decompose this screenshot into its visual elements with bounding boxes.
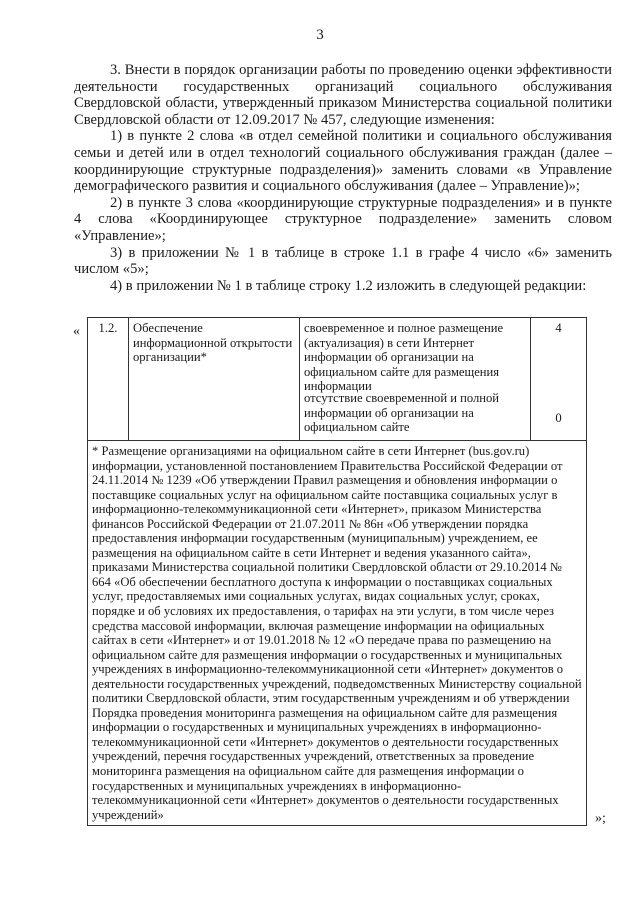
criteria-cell bbox=[300, 318, 531, 441]
indicator-cell: Обеспечение информационной открытости организации* bbox=[129, 318, 300, 441]
table-row bbox=[88, 441, 587, 826]
criterion-score: 4 bbox=[555, 321, 562, 335]
score-cell bbox=[531, 318, 587, 441]
criterion-text: своевременное и полное размещение (актуализация) в сети Интернет информации об организации на официальном сайте для размещения информации bbox=[304, 321, 504, 393]
paragraph-subitem-1: 1) в пункте 2 слова «в отдел семейной политики и социального обслуживания семьи и детей или в отдел технологий социального обслуживания граждан (далее – координирующие структурные подразделения)» заменить словами «в Управление демографического развития и социального обслуживания (далее – Управление)»; bbox=[74, 128, 612, 195]
page-number: 3 bbox=[316, 27, 324, 43]
paragraph-item-3: 3. Внести в порядок организации работы по проведению оценки эффективности деятельности государственных организаций социального обслуживания Свердловской области, утвержденный приказом Министерства социальной политики Свердловской области от 12.09.2017 № 457, следующие изменения: bbox=[74, 62, 612, 128]
opening-quote: « bbox=[73, 324, 80, 339]
paragraph-subitem-3: 3) в приложении № 1 в таблице в строке 1.1 в графе 4 число «6» заменить числом «5»; bbox=[74, 244, 612, 278]
footnote-cell: * Размещение организациями на официальном сайте в сети Интернет (bus.gov.ru) информации, установленной постановлением Правительства Российской Федерации от 24.11.2014 № 1239 «Об утверждении Правил размещения и обновления информации о поставщике социальных услуг на официальном сайте поставщика социальных услуг в информационно-телекоммуникационной сети «Интернет», приказом Министерства финансов Российской Федерации от 21.07.2011 № 86н «Об утверждении порядка предоставления информации государственным (муниципальным) учреждением, ее размещения на официальном сайте в сети Интернет и ведения указанного сайта», приказами Министерства социальной политики Свердловской области от 29.10.2014 № 664 «Об обеспечении бесплатного доступа к информации о поставщиках социальных услуг, предоставляемых ими социальных услугах, видах социальных услуг, сроках, порядке и об условиях их предоставления, о тарифах на эти услуги, в том числе через средства массовой информации, включая размещение информации на официальных сайтах в сети «Интернет» и от 19.01.2018 № 12 «О передаче права по размещению на официальном сайте для размещения информации о государственных и муниципальных учреждениях в информационно-телекоммуникационной сети «Интернет» документов о деятельности государственных учреждений, подведомственных Министерству социальной политики Свердловской области, этим государственным учреждениям и об утверждении Порядка проведения мониторинга размещения на официальном сайте для размещения информации о государственных и муниципальных учреждениях в информационно-телекоммуникационной сети «Интернет» документов о деятельности государственных учреждений, перечня государственных учреждений, ответственных за проведение мониторинга размещения на официальном сайте для размещения информации о государственных и муниципальных учреждениях в информационно-телекоммуникационной сети «Интернет» документов о деятельности государственных учреждений» bbox=[88, 441, 587, 826]
paragraph-subitem-4: 4) в приложении № 1 в таблице строку 1.2 изложить в следующей редакции: bbox=[110, 277, 587, 294]
criterion-score: 0 bbox=[555, 411, 562, 425]
table-row bbox=[88, 318, 587, 441]
criterion-text: отсутствие своевременной и полной информации об организации на официальном сайте bbox=[304, 391, 500, 434]
closing-quote: »; bbox=[595, 811, 606, 826]
row-number-cell: 1.2. bbox=[88, 318, 129, 441]
document-body bbox=[74, 62, 612, 294]
criteria-table bbox=[87, 317, 587, 826]
paragraph-subitem-2: 2) в пункте 3 слова «координирующие структурные подразделения» и в пункте 4 слова «Координирующее структурное подразделение» заменить словом «Управление»; bbox=[74, 194, 612, 244]
